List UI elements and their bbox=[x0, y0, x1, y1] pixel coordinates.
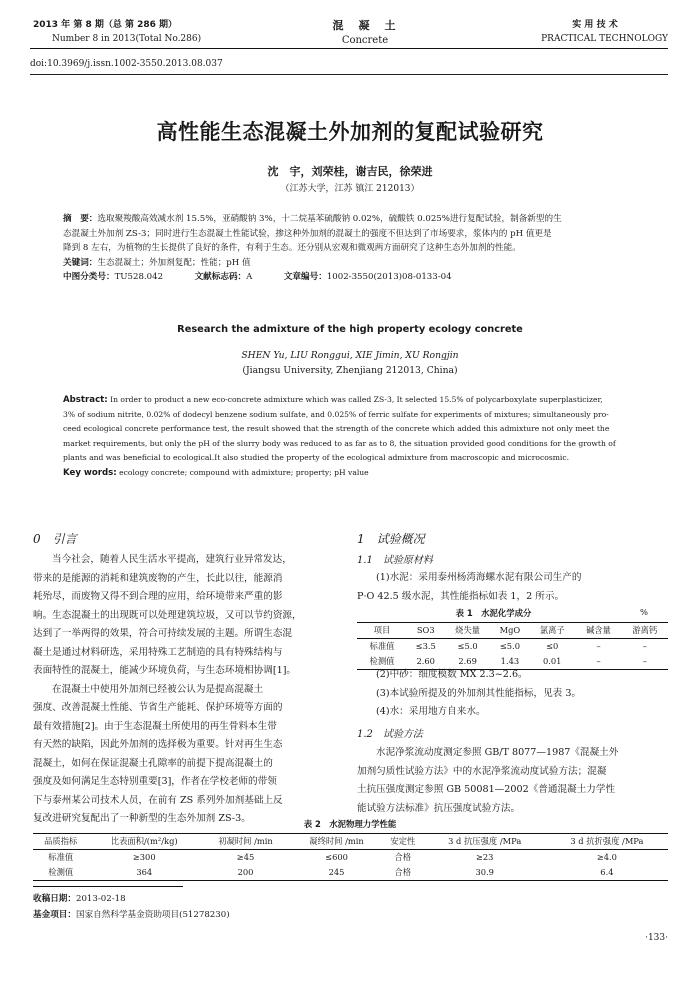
body-line: (3)本试验所提及的外加剂其性能指标，见表 3。 bbox=[376, 687, 582, 699]
table-header-row bbox=[357, 623, 668, 639]
body-line: P·O 42.5 级水泥，其性能指标如表 1，2 所示。 bbox=[357, 590, 565, 602]
column-cn: 实 用 技 术 bbox=[572, 20, 618, 30]
table-cell: 1.43 bbox=[491, 654, 529, 670]
fund-value: 国家自然科学基金资助项目(51278230) bbox=[75, 910, 230, 920]
classification-line bbox=[63, 270, 643, 285]
section-0-heading: 0 引言 bbox=[33, 532, 77, 546]
issue-cn: 2013 年 第 8 期（总 第 286 期） bbox=[33, 20, 178, 30]
abstract-en-line: market requirements, but only the pH of the slurry body was reduced to as far as to 8, the situation provided good conditions for the growth of bbox=[63, 438, 616, 448]
table-row bbox=[357, 639, 668, 655]
doc-code-label: 文献标志码： bbox=[194, 272, 247, 282]
body-line: 达到了一举两得的效果，符合可持续发展的主题。所谓生态混 bbox=[33, 628, 293, 639]
table-2 bbox=[33, 833, 668, 881]
table-header-cell: 品质指标 bbox=[33, 834, 88, 850]
body-line: 当今社会，随着人民生活水平提高，建筑行业异常发达， bbox=[52, 554, 292, 565]
received-date: 2013-02-18 bbox=[75, 894, 126, 904]
table-cell: 200 bbox=[200, 865, 291, 881]
table-row bbox=[33, 865, 668, 881]
body-line: 强度、改善混凝土性能、节省生产能耗、保护环境等方面的 bbox=[33, 702, 283, 713]
body-line: 土抗压强度测定参照 GB 50081—2002《普通混凝土力学性 bbox=[357, 784, 616, 795]
table-header-cell: SO3 bbox=[407, 623, 444, 639]
table-header-cell: 比表面积/(m²/kg) bbox=[88, 834, 200, 850]
table-1-unit: % bbox=[640, 607, 648, 617]
table-header-cell: 碱含量 bbox=[575, 623, 621, 639]
table-1-caption: 表 1 水泥化学成分 bbox=[455, 608, 532, 618]
keywords-cn: 生态混凝土；外加剂复配；性能；pH 值 bbox=[97, 257, 251, 268]
authors-en: SHEN Yu, LIU Ronggui, XIE Jimin, XU Rongjin bbox=[241, 350, 459, 361]
body-line: 表面特性的混凝土，能减少环境负荷，与生态环境相协调[1]。 bbox=[33, 665, 297, 676]
subsection-1-1-heading: 1.1 试验原材料 bbox=[357, 555, 433, 566]
section-1-heading: 1 试验概况 bbox=[357, 532, 425, 546]
table-header-cell: 安定性 bbox=[382, 834, 424, 850]
table-row bbox=[33, 850, 668, 866]
header-rule bbox=[30, 48, 668, 49]
journal-title-cn: 混 凝 土 bbox=[332, 19, 398, 32]
abstract-en-line: In order to product a new eco-concrete admixture which was called ZS-3, It selected 15.5% of polycarboxylate superplasticizer, bbox=[110, 395, 603, 404]
body-line: 凝土是通过材料研选，采用特殊工艺制造的具有特殊结构与 bbox=[33, 646, 283, 658]
body-line: 加剂匀质性试验方法》中的水泥净浆流动度试验方法；混凝 bbox=[357, 765, 607, 777]
table-header-cell: 3 d 抗压强度 /MPa bbox=[424, 834, 546, 850]
received-label: 收稿日期： bbox=[33, 894, 76, 904]
table-header-cell: MgO bbox=[491, 623, 529, 639]
table-cell: 30.9 bbox=[424, 865, 546, 881]
abstract-cn-line: 态混凝土外加剂 ZS-3；同时进行生态混凝土性能试验，掺这种外加剂的混凝土的强度不但达到了市场要求，浆体内的 pH 值更是 bbox=[63, 228, 552, 239]
body-line: 耗殆尽，而废物又得不到合理的应用，给环境带来严重的影 bbox=[33, 591, 283, 602]
body-line: 复改进研究复配出了一种新型的生态外加剂 ZS-3。 bbox=[33, 813, 251, 824]
table-cell: 标准值 bbox=[48, 852, 74, 862]
table-header-cell: 烧失量 bbox=[444, 623, 490, 639]
abstract-en bbox=[63, 393, 643, 480]
table-cell: 6.4 bbox=[546, 865, 668, 881]
abstract-cn-label: 摘 要： bbox=[63, 214, 98, 224]
doi-rule bbox=[30, 74, 668, 75]
keywords-cn-label: 关键词： bbox=[63, 257, 98, 268]
body-line: 在混凝土中使用外加剂已经被公认为是提高混凝土 bbox=[52, 683, 264, 695]
authors-cn: 沈 宇，刘荣桂，谢吉民，徐荣进 bbox=[267, 165, 433, 178]
table-header-cell: 3 d 抗折强度 /MPa bbox=[546, 834, 668, 850]
body-line: 响。生态混凝土的出现既可以处理建筑垃圾，又可以节约资源， bbox=[33, 609, 302, 621]
table-cell: – bbox=[622, 654, 668, 670]
table-header-cell: 初凝时间 /min bbox=[200, 834, 291, 850]
column-en: PRACTICAL TECHNOLOGY bbox=[541, 34, 668, 44]
body-line: 带来的是能源的消耗和建筑废物的产生，长此以往，能源消 bbox=[33, 572, 283, 584]
body-line: 强度及如何满足生态特别重要[3]，作者在学校老师的带领 bbox=[33, 776, 277, 787]
abstract-en-line: plants and was beneficial to ecological.It also studied the property of the ecological admixture from macroscopic and microcosmic. bbox=[63, 453, 570, 462]
footnote-rule bbox=[33, 886, 183, 887]
subsection-1-2-heading: 1.2 试验方法 bbox=[357, 729, 423, 740]
table-cell: ≤3.5 bbox=[415, 641, 436, 651]
table-cell: ≤0 bbox=[546, 641, 559, 651]
clc-label: 中图分类号： bbox=[63, 272, 115, 282]
body-line: 混凝土，如何在保证混凝土孔隙率的前提下提高混凝土的 bbox=[33, 757, 273, 769]
affiliation-cn: （江苏大学，江苏 镇江 212013） bbox=[280, 184, 420, 194]
table-header-row bbox=[33, 834, 668, 850]
clc-value: TU528.042 bbox=[114, 272, 164, 282]
table-cell: 2.69 bbox=[444, 654, 490, 670]
body-line: 水泥净浆流动度测定参照 GB/T 8077—1987《混凝土外 bbox=[376, 747, 619, 758]
keywords-en: ecology concrete; compound with admixture; property; pH value bbox=[119, 467, 369, 477]
issue-en: Number 8 in 2013(Total No.286) bbox=[52, 34, 202, 44]
paper-title-en: Research the admixture of the high property ecology concrete bbox=[177, 324, 523, 335]
keywords-en-label: Key words: bbox=[63, 467, 117, 478]
abstract-cn-line: 选取聚羧酸高效减水剂 15.5%，亚硝酸钠 3%，十二烷基苯硫酸钠 0.02%，硫酸铁 0.025%进行复配试验，制备新型的生 bbox=[97, 214, 562, 224]
table-cell: 245 bbox=[291, 865, 382, 881]
table-cell: 合格 bbox=[394, 852, 412, 862]
abstract-cn bbox=[63, 212, 643, 285]
table-cell: ≤5.0 bbox=[499, 641, 520, 651]
footnotes bbox=[33, 891, 230, 923]
table-header-cell: 游离钙 bbox=[622, 623, 668, 639]
cement-description bbox=[357, 569, 668, 606]
body-line: 能试验方法标准》抗压强度试验方法。 bbox=[357, 802, 521, 814]
table-cell: – bbox=[642, 641, 647, 651]
abstract-en-line: 3% of sodium nitrite, 0.02% of dodecyl benzene sodium sulfate, and 0.025% of ferric sulfate for experiments of mixtures; simultaneously pro- bbox=[63, 409, 609, 419]
journal-title-en: Concrete bbox=[341, 35, 389, 46]
abstract-en-line: ceed ecological concrete performance test, the result showed that the strength of the concrete which added this admixture not only meet the bbox=[63, 424, 610, 433]
table-cell: 检测值 bbox=[33, 865, 88, 881]
abstract-en-label: Abstract: bbox=[63, 395, 108, 405]
section-0-para-1 bbox=[33, 551, 343, 829]
body-line: (2)中砂：细度模数 MX 2.3~2.6。 bbox=[376, 669, 528, 680]
table-header-cell: 项目 bbox=[357, 623, 407, 639]
table-header-cell: 凝终时间 /min bbox=[291, 834, 382, 850]
page-number: ·133· bbox=[645, 933, 668, 943]
table-cell: 标准值 bbox=[369, 641, 395, 651]
table-header-cell: 氯离子 bbox=[529, 623, 575, 639]
table-cell: – bbox=[596, 641, 601, 651]
table-cell: 检测值 bbox=[357, 654, 407, 670]
table-cell: 364 bbox=[88, 865, 200, 881]
body-line: (1)水泥：采用泰州杨湾海螺水泥有限公司生产的 bbox=[376, 572, 582, 583]
body-line: 最有效措施[2]。由于生态混凝土所使用的再生骨料本生带 bbox=[33, 720, 277, 732]
doi: doi:10.3969/j.issn.1002-3550.2013.08.037 bbox=[30, 59, 223, 69]
table-cell: – bbox=[575, 654, 621, 670]
body-line: (4)水：采用地方自来水。 bbox=[376, 706, 486, 717]
article-no-label: 文章编号： bbox=[283, 272, 327, 282]
table-2-caption: 表 2 水泥物理力学性能 bbox=[303, 819, 397, 829]
table-cell: ≥300 bbox=[132, 852, 156, 862]
body-line: 下与泰州某公司技术人员，在前有 ZS 系列外加剂基础上反 bbox=[33, 794, 283, 806]
table-cell: 2.60 bbox=[407, 654, 444, 670]
table-cell: 合格 bbox=[382, 865, 424, 881]
doc-code-value: A bbox=[246, 272, 253, 282]
table-cell: ≤5.0 bbox=[457, 641, 478, 651]
method-description bbox=[357, 744, 668, 818]
abstract-cn-line: 降到 8 左右，为植物的生长提供了良好的条件，有利于生态。还分别从宏观和微观两方面研究了这种生态外加剂的性能。 bbox=[63, 243, 521, 253]
table-cell: ≥45 bbox=[236, 852, 255, 862]
table-1 bbox=[357, 622, 668, 670]
table-cell: ≥23 bbox=[475, 852, 494, 862]
article-no-value: 1002-3550(2013)08-0133-04 bbox=[326, 272, 452, 282]
table-cell: ≥4.0 bbox=[596, 852, 617, 862]
table-cell: 0.01 bbox=[529, 654, 575, 670]
table-cell: ≤600 bbox=[325, 852, 348, 862]
paper-title-cn: 高性能生态混凝土外加剂的复配试验研究 bbox=[156, 120, 544, 144]
affiliation-en: (Jiangsu University, Zhenjiang 212013, China) bbox=[242, 365, 458, 376]
body-line: 有天然的缺陷，因此外加剂的选择极为重要。针对再生生态 bbox=[33, 739, 283, 750]
fund-label: 基金项目： bbox=[33, 910, 76, 920]
materials-list bbox=[357, 666, 668, 722]
